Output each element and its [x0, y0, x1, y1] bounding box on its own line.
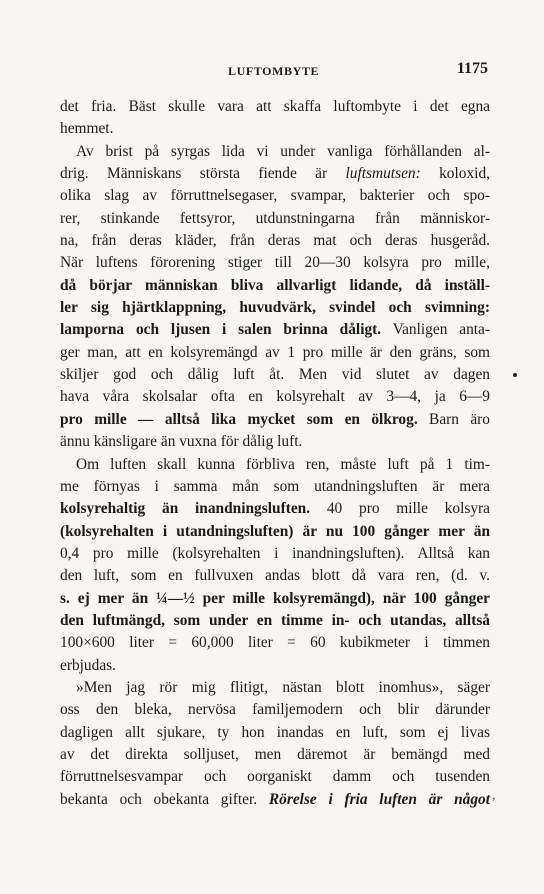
- page-number: 1175: [456, 60, 488, 77]
- text-line: det fria. Bäst skulle vara att skaffa luftombyte i det egna: [60, 98, 490, 115]
- text-line: den luft, som en fullvuxen andas blott då vara ren, (d. v.: [60, 567, 490, 585]
- text-line: då börjar människan bliva allvarligt lidande, då inställ-: [60, 276, 490, 294]
- text-run: 40 pro mille kolsyra: [310, 500, 490, 518]
- text-line: [60, 498, 490, 520]
- text-line: Om luften skall kunna förbliva ren, måste luft på 1 tim-: [76, 455, 490, 473]
- emphasis-rorelse: Rörelse i fria luften är något: [268, 790, 490, 808]
- text-line: oss den bleka, nervösa familjemodern och blir därunder: [60, 701, 490, 719]
- page-header: [60, 60, 490, 82]
- text-run: koloxid,: [420, 165, 490, 183]
- text-run: Barn äro: [417, 410, 491, 428]
- text-line: hemmet.: [60, 120, 114, 138]
- body-text: [60, 96, 490, 811]
- text-run-bold: lamporna och ljusen i salen brinna dåligt.: [60, 321, 382, 339]
- text-line: rer, stinkande fettsyror, utdunstningarna från människor-: [60, 209, 490, 227]
- running-head: LUFTOMBYTE: [228, 64, 320, 78]
- text-line: [60, 409, 490, 431]
- text-line: erbjudas.: [60, 656, 116, 674]
- text-line: s. ej mer än ¼—½ per mille kolsyremängd), när 100 gånger: [60, 589, 490, 607]
- text-line: me förnyas i samma mån som utandningsluften är mera: [60, 477, 490, 495]
- text-line: »Men jag rör mig flitigt, nästan blott inomhus», säger: [76, 678, 490, 696]
- text-line: 0,4 pro mille (kolsyrehalten i inandningsluften). Alltså kan: [60, 544, 490, 562]
- text-line: hava våra skolsalar ofta en kolsyrehalt av 3—4, ja 6—9: [60, 388, 490, 406]
- emphasis-luftsmutsen: luftsmutsen:: [345, 165, 421, 183]
- text-line: Av brist på syrgas lida vi under vanliga förhållanden al-: [76, 142, 490, 160]
- text-line: [60, 319, 490, 341]
- text-line: olika slag av förruttnelsegaser, svampar, bakterier och spo-: [60, 187, 490, 205]
- text-run: bekanta och obekanta gifter.: [60, 790, 269, 808]
- margin-dot-mark: [513, 373, 517, 377]
- text-run: drig. Människans största fiende är: [60, 165, 346, 183]
- text-line: na, från deras kläder, från deras mat och deras husgeråd.: [60, 232, 490, 250]
- text-run-bold: kolsyrehaltig än inandningsluften.: [60, 500, 311, 518]
- text-line: skiljer god och dålig luft åt. Men vid slutet av dagen: [60, 366, 490, 384]
- text-line: dagligen allt sjukare, ty hon inandas en luft, som ej livas: [60, 723, 490, 741]
- text-line: av det direkta solljuset, men däremot är bemängd med: [60, 745, 490, 763]
- margin-tick-mark: ,: [492, 788, 496, 803]
- text-line: ger man, att en kolsyremängd av 1 pro mille är den gräns, som: [60, 343, 490, 361]
- text-line: förruttnelsesvampar och oorganiskt damm och tusenden: [60, 768, 490, 786]
- text-line: (kolsyrehalten i utandningsluften) är nu 100 gånger mer än: [60, 522, 490, 540]
- text-line: När luftens förorening stiger till 20—30 kolsyra pro mille,: [60, 254, 490, 272]
- text-line: 100×600 liter = 60,000 liter = 60 kubikmeter i timmen: [60, 634, 490, 652]
- text-line: [60, 163, 490, 185]
- text-line: ännu känsligare än vuxna för dålig luft.: [60, 433, 303, 451]
- text-line: den luftmängd, som under en timme in- och utandas, alltså: [60, 611, 490, 629]
- text-run-bold: pro mille — alltså lika mycket som en ölkrog.: [60, 410, 418, 428]
- text-run: Vanligen anta-: [381, 321, 490, 339]
- text-line: [60, 789, 490, 811]
- text-line: ler sig hjärtklappning, huvudvärk, svindel och svimning:: [60, 299, 490, 317]
